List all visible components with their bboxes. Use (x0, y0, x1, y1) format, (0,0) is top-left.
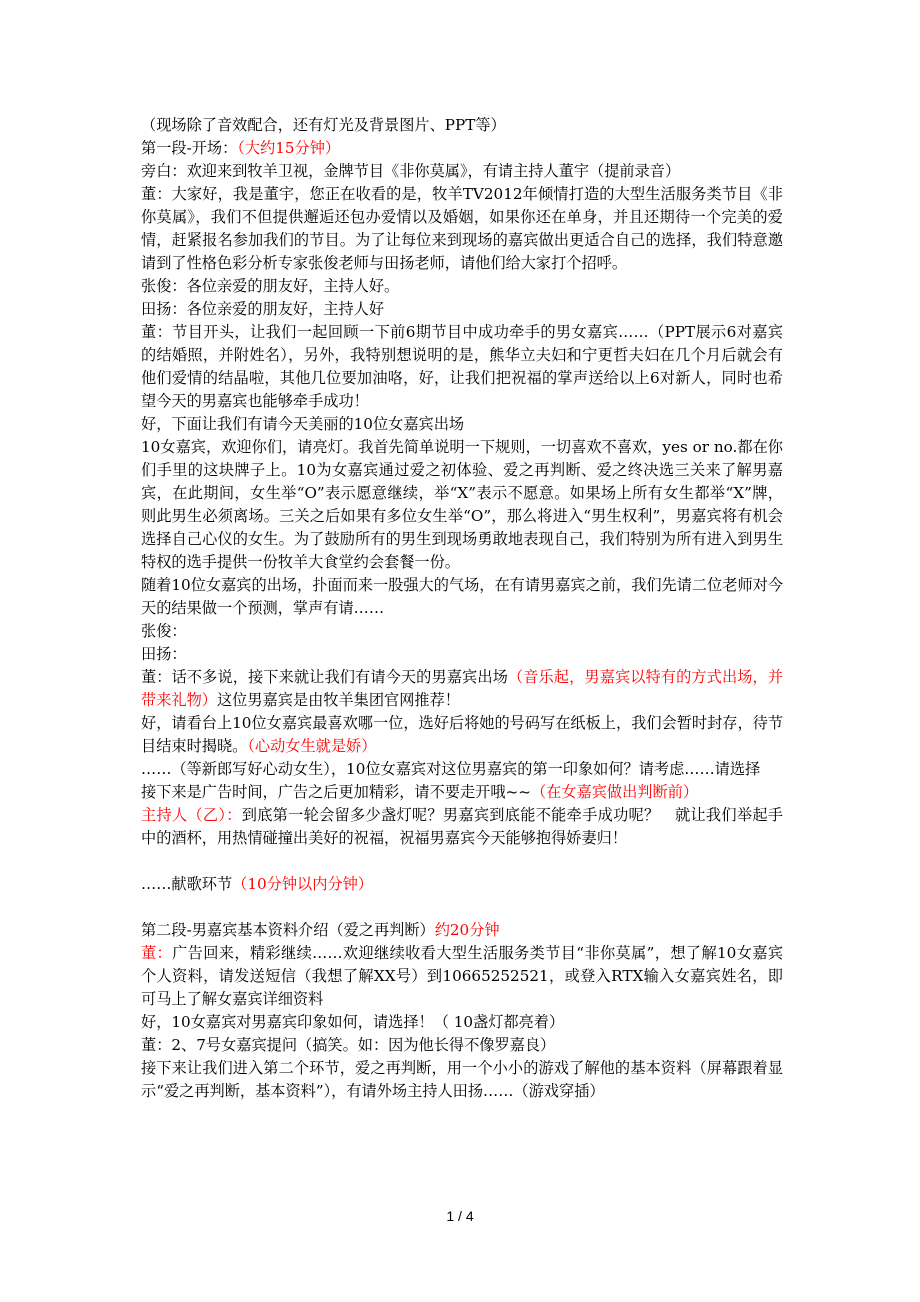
blank-line (141, 850, 783, 873)
text-segment: 张俊： (141, 622, 187, 640)
paragraph (141, 712, 783, 758)
paragraph (141, 114, 783, 137)
paragraph (141, 804, 783, 850)
text-segment: ……（等新郎写好心动女生），10位女嘉宾对这位男嘉宾的第一印象如何？请考虑……请选择 (141, 760, 761, 778)
text-segment: （在女嘉宾做出判断前） (530, 783, 699, 801)
text-segment: 随着10位女嘉宾的出场，扑面而来一股强大的气场，在有请男嘉宾之前，我们先请二位老师对今天的结果做一个预测，掌声有请…… (141, 576, 784, 617)
text-segment: 董： (141, 944, 173, 962)
text-segment: 好，下面让我们有请今天美丽的10位女嘉宾出场 (141, 415, 465, 433)
text-segment: 主持人（乙）： (141, 806, 242, 824)
paragraph (141, 160, 783, 183)
text-segment: 田扬： (141, 645, 187, 663)
text-segment: 这位男嘉宾是由牧羊集团官网推荐！ (216, 691, 460, 709)
text-segment: 好，10女嘉宾对男嘉宾印象如何，请选择！（ 10盏灯都亮着） (141, 1013, 565, 1031)
text-segment: 约20分钟 (434, 921, 500, 939)
text-segment: 接下来是广告时间，广告之后更加精彩，请不要走开哦~~ (141, 783, 531, 801)
text-segment: （现场除了音效配合，还有灯光及背景图片、PPT等） (141, 116, 506, 134)
text-segment: 到底第一轮会留多少盏灯呢？男嘉宾到底能不能牵手成功呢？ 就让我们举起手中的酒杯，用热情碰撞出美好的祝福，祝福男嘉宾今天能够抱得娇妻归！ (141, 806, 783, 847)
paragraph (141, 1011, 783, 1034)
paragraph (141, 137, 783, 160)
paragraph (141, 1057, 783, 1103)
text-segment: 好，请看台上10位女嘉宾最喜欢哪一位，选好后将她的号码写在纸板上，我们会暂时封存，待节目结束时揭晓。 (141, 714, 784, 755)
text-segment: （10分钟以内分钟） (232, 875, 373, 893)
text-segment: 旁白：欢迎来到牧羊卫视，金牌节目《非你莫属》，有请主持人董宇（提前录音） (141, 162, 681, 180)
text-segment: 董：大家好，我是董宇，您正在收看的是，牧羊TV2012年倾情打造的大型生活服务类节目《非你莫属》，我们不但提供邂逅还包办爱情以及婚姻，如果你还在单身，并且还期待一个完美的爱情，赶紧报名参加我们的节目。为了让每位来到现场的嘉宾做出更适合自己的选择，我们特意邀请到了性格色彩分析专家张俊老师与田扬老师，请他们给大家打个招呼。 (141, 185, 783, 272)
document-body (141, 114, 783, 1103)
text-segment: ……献歌环节 (141, 875, 233, 893)
paragraph (141, 275, 783, 298)
text-segment: 张俊：各位亲爱的朋友好，主持人好。 (141, 277, 400, 295)
text-segment: （音乐起，男嘉宾以特有的方式出场，并带来礼物） (141, 668, 784, 709)
text-segment: 广告回来，精彩继续……欢迎继续收看大型生活服务类节目“非你莫属”，想了解10女嘉宾个人资料，请发送短信（我想了解XX号）到10665252521，或登入RTX输入女嘉宾姓名，即可马上了解女嘉宾详细资料 (141, 944, 784, 1008)
paragraph (141, 620, 783, 643)
text-segment: 10女嘉宾，欢迎你们，请亮灯。我首先简单说明一下规则，一切喜欢不喜欢，yes or no.都在你们手里的这块牌子上。10为女嘉宾通过爱之初体验、爱之再判断、爱之终决选三关来了解男嘉宾，在此期间，女生举“O”表示愿意继续，举“X”表示不愿意。如果场上所有女生都举“X”牌，则此男生必须离场。三关之后如果有多位女生举“O”，那么将进入“男生权利”，男嘉宾将有机会选择自己心仪的女生。为了鼓励所有的男生到现场勇敢地表现自己，我们特别为所有进入到男生特权的选手提供一份牧羊大食堂约会套餐一份。 (141, 438, 783, 571)
paragraph (141, 873, 783, 896)
text-segment: 第一段-开场： (141, 139, 238, 157)
text-segment: （心动女生就是娇） (247, 737, 377, 755)
paragraph (141, 298, 783, 321)
paragraph (141, 919, 783, 942)
paragraph (141, 436, 783, 574)
paragraph (141, 183, 783, 275)
text-segment: 第二段-男嘉宾基本资料介绍（爱之再判断） (141, 921, 435, 939)
page-number: 1 / 4 (446, 1208, 474, 1224)
text-segment: （大约15分钟） (237, 139, 341, 157)
paragraph (141, 413, 783, 436)
text-segment: 董：话不多说，接下来就让我们有请今天的男嘉宾出场 (141, 668, 508, 686)
paragraph (141, 942, 783, 1011)
paragraph (141, 1034, 783, 1057)
text-segment: 接下来让我们进入第二个环节，爱之再判断，用一个小小的游戏了解他的基本资料（屏幕跟着显示“爱之再判断，基本资料”），有请外场主持人田扬……（游戏穿插） (141, 1059, 783, 1100)
blank-line (141, 896, 783, 919)
paragraph (141, 758, 783, 781)
paragraph (141, 574, 783, 620)
paragraph (141, 781, 783, 804)
paragraph (141, 321, 783, 413)
text-segment: 董：节目开头，让我们一起回顾一下前6期节目中成功牵手的男女嘉宾……（PPT展示6对嘉宾的结婚照，并附姓名），另外，我特别想说明的是，熊华立夫妇和宁更哲夫妇在几个月后就会有他们爱情的结晶啦，其他几位要加油咯，好，让我们把祝福的掌声送给以上6对新人，同时也希望今天的男嘉宾也能够牵手成功！ (141, 323, 783, 410)
paragraph (141, 666, 783, 712)
text-segment: 田扬：各位亲爱的朋友好，主持人好 (141, 300, 384, 318)
paragraph (141, 643, 783, 666)
text-segment: 董：2、7号女嘉宾提问（搞笑。如：因为他长得不像罗嘉良） (141, 1036, 556, 1054)
